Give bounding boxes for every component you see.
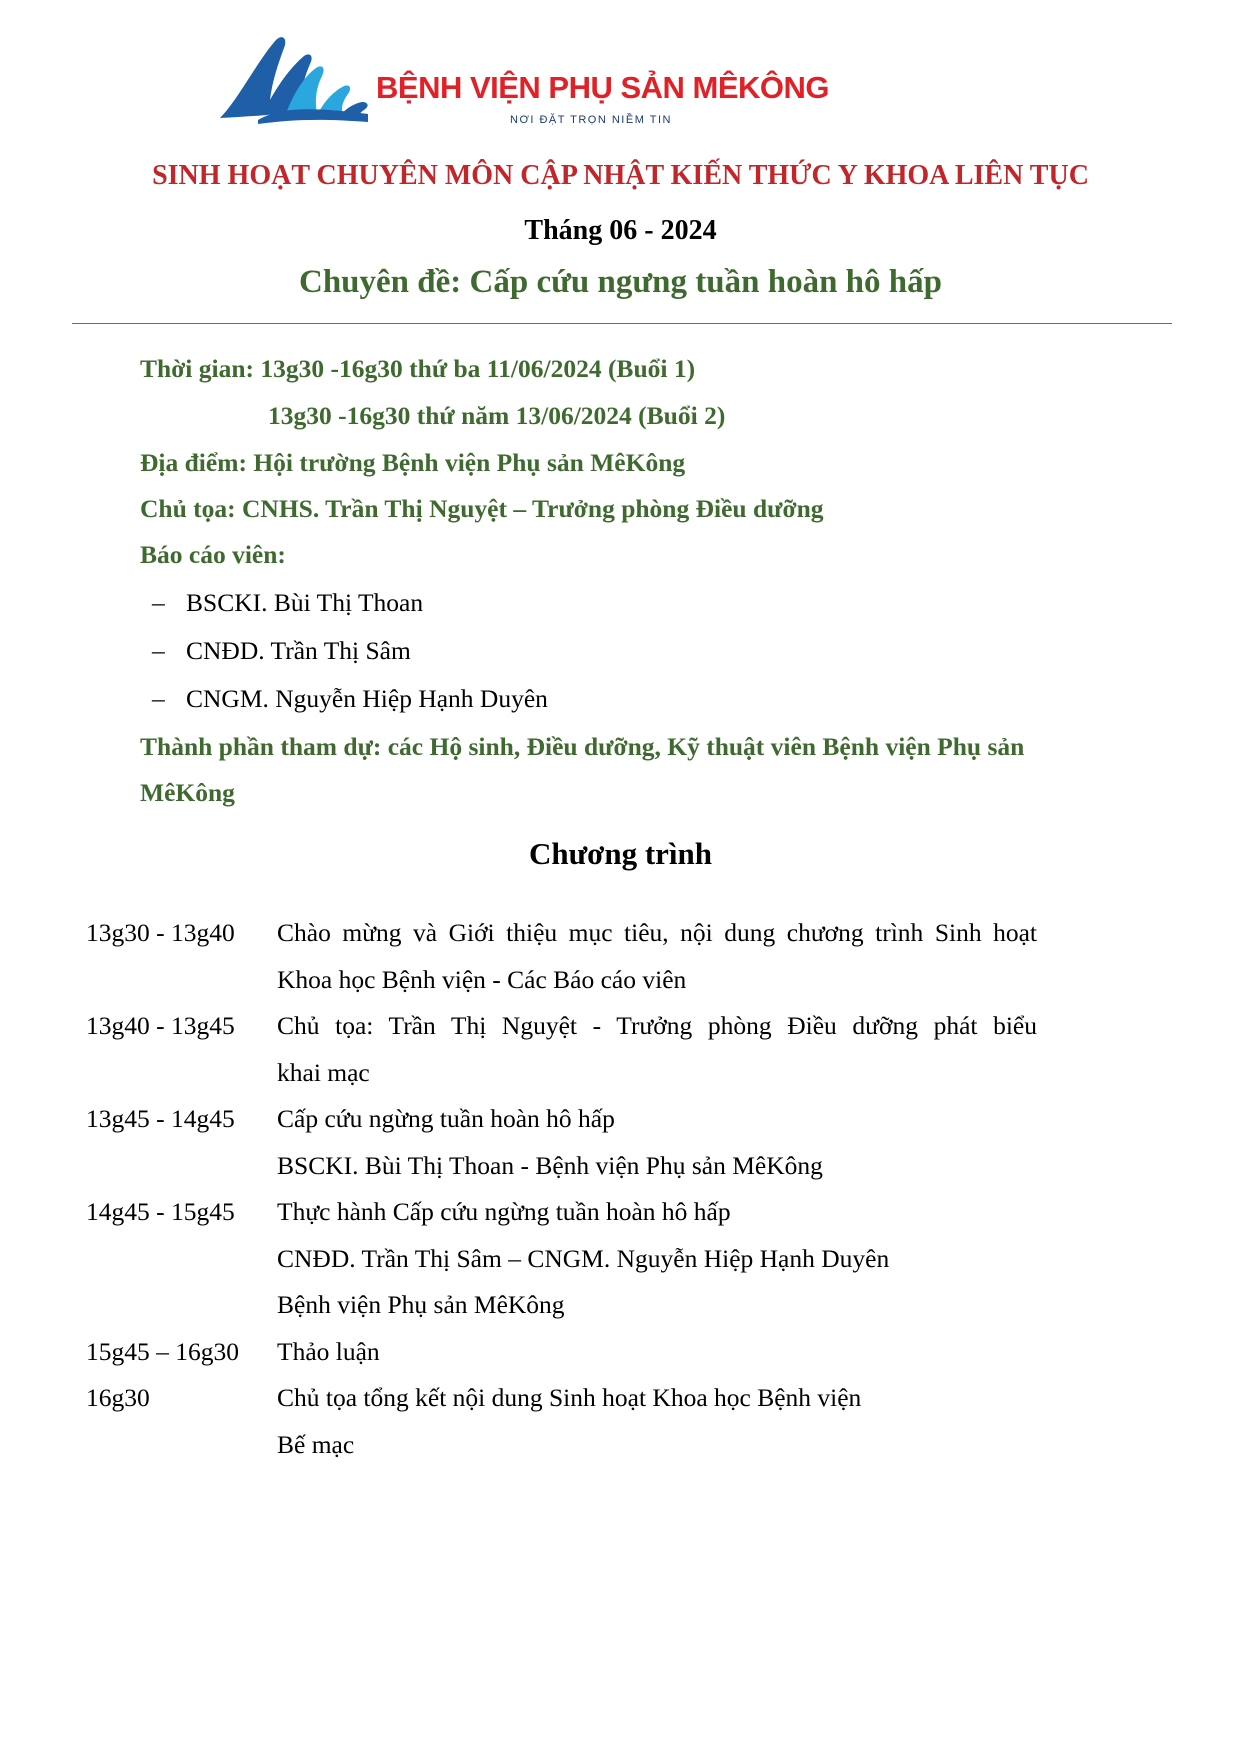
time-line-1 <box>140 354 695 384</box>
program-item-line: khai mạc <box>277 1058 370 1087</box>
speaker-item: BSCKI. Bùi Thị Thoan <box>186 588 424 617</box>
program-item-line: Bệnh viện Phụ sản MêKông <box>277 1290 565 1319</box>
document-title: SINH HOẠT CHUYÊN MÔN CẬP NHẬT KIẾN THỨC Y KHOA LIÊN TỤC <box>152 160 1089 191</box>
participants-line-2: MêKông <box>140 778 235 807</box>
logo-slogan: NƠI ĐẶT TRỌN NIỀM TIN <box>510 114 672 126</box>
time-session-1: 13g30 -16g30 thứ ba 11/06/2024 (Buổi 1) <box>260 354 696 383</box>
program-time: 13g40 - 13g45 <box>86 1011 235 1040</box>
list-bullet: – <box>152 636 165 665</box>
time-label: Thời gian: <box>140 354 255 383</box>
program-item-line: Chủ tọa: Trần Thị Nguyệt - Trưởng phòng Điều dưỡng phát biểu <box>277 1011 1037 1040</box>
wave-logo-icon <box>218 30 378 130</box>
program-item-line: CNĐD. Trần Thị Sâm – CNGM. Nguyễn Hiệp Hạnh Duyên <box>277 1244 890 1273</box>
program-heading: Chương trình <box>528 836 713 871</box>
month-label: Tháng 06 - 2024 <box>524 215 717 246</box>
program-item-line: Thực hành Cấp cứu ngừng tuần hoàn hô hấp <box>277 1197 731 1226</box>
speakers-label: Báo cáo viên: <box>140 540 286 569</box>
chairperson: Chủ tọa: CNHS. Trần Thị Nguyệt – Trưởng phòng Điều dưỡng <box>140 494 824 523</box>
time-session-2: 13g30 -16g30 thứ năm 13/06/2024 (Buổi 2) <box>268 401 726 430</box>
program-time: 15g45 – 16g30 <box>86 1337 239 1366</box>
program-item-line: Bế mạc <box>277 1430 355 1459</box>
program-item-line: Thảo luận <box>277 1337 380 1366</box>
program-item-line: Chủ tọa tổng kết nội dung Sinh hoạt Khoa học Bệnh viện <box>277 1383 862 1412</box>
topic-heading: Chuyên đề: Cấp cứu ngưng tuần hoàn hô hấp <box>299 264 942 300</box>
hospital-logo <box>218 30 830 130</box>
program-time: 16g30 <box>86 1383 150 1412</box>
participants-line-1: Thành phần tham dự: các Hộ sinh, Điều dưỡng, Kỹ thuật viên Bệnh viện Phụ sản <box>140 732 1025 761</box>
program-item-line: Khoa học Bệnh viện - Các Báo cáo viên <box>277 965 687 994</box>
speaker-item: CNĐD. Trần Thị Sâm <box>186 636 411 665</box>
list-bullet: – <box>152 684 165 713</box>
program-item-line: BSCKI. Bùi Thị Thoan - Bệnh viện Phụ sản MêKông <box>277 1151 823 1180</box>
program-item-line: Chào mừng và Giới thiệu mục tiêu, nội dung chương trình Sinh hoạt <box>277 918 1037 947</box>
speaker-item: CNGM. Nguyễn Hiệp Hạnh Duyên <box>186 684 548 713</box>
divider <box>72 323 1172 324</box>
program-time: 13g30 - 13g40 <box>86 918 235 947</box>
program-time: 13g45 - 14g45 <box>86 1104 235 1133</box>
program-item-line: Cấp cứu ngừng tuần hoàn hô hấp <box>277 1104 615 1133</box>
location: Địa điểm: Hội trường Bệnh viện Phụ sản MêKông <box>140 448 686 477</box>
program-time: 14g45 - 15g45 <box>86 1197 235 1226</box>
logo-hospital-name: BỆNH VIỆN PHỤ SẢN MÊKÔNG <box>376 70 830 105</box>
list-bullet: – <box>152 588 165 617</box>
